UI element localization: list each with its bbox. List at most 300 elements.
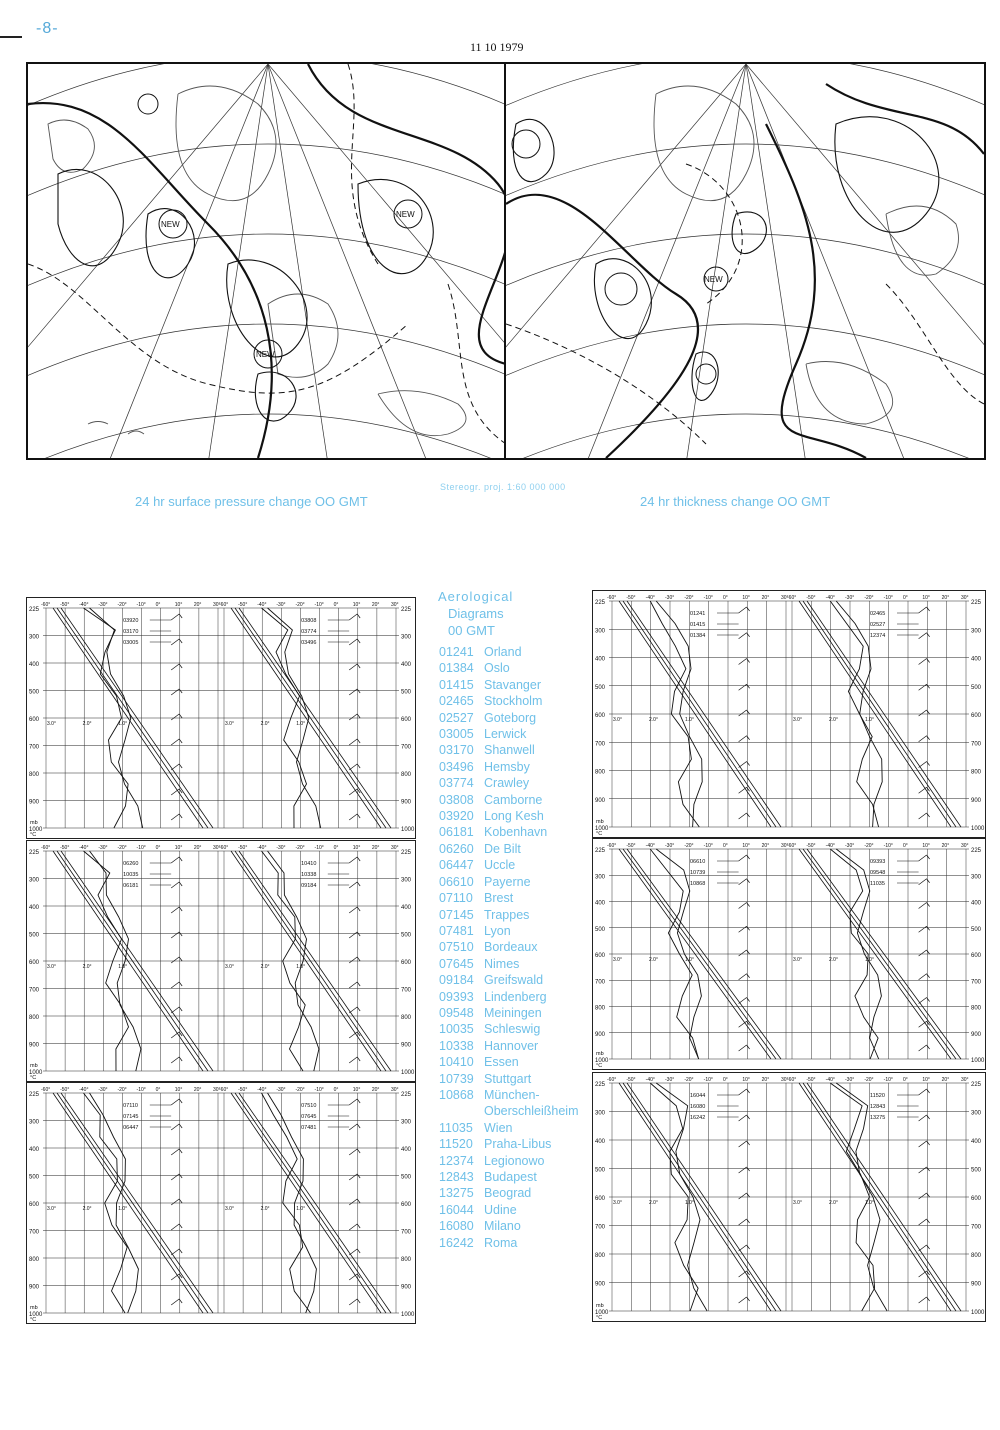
mixing-ratio-label: 3.0° bbox=[47, 721, 56, 727]
axis-mb-label: mb bbox=[30, 1063, 38, 1069]
pressure-level-label: 800 bbox=[595, 769, 606, 776]
station-name: Praha-Libus bbox=[484, 1137, 552, 1152]
station-code: 07481 bbox=[439, 923, 474, 938]
station-name: Roma bbox=[484, 1235, 518, 1250]
temperature-tick-label: -40° bbox=[79, 602, 89, 608]
pressure-level-label: 800 bbox=[29, 772, 40, 778]
temperature-tick-label: 30° bbox=[391, 1087, 399, 1093]
station-name: Nimes bbox=[484, 956, 520, 971]
pressure-level-label: 900 bbox=[971, 797, 982, 804]
pressure-level-label: 1000 bbox=[401, 1070, 415, 1076]
pressure-level-label: 600 bbox=[401, 960, 412, 966]
station-name: Brest bbox=[484, 891, 514, 906]
pressure-level-label: 400 bbox=[401, 1147, 412, 1153]
station-code: 16242 bbox=[439, 1235, 474, 1250]
temperature-tick-label: 0° bbox=[723, 1077, 728, 1083]
station-row bbox=[439, 824, 589, 840]
pressure-level-label: 300 bbox=[971, 628, 982, 635]
pressure-level-label: 1000 bbox=[595, 826, 609, 832]
station-name: Legionowo bbox=[484, 1153, 545, 1168]
aerological-title-line: Diagrams bbox=[448, 606, 504, 621]
pressure-level-label: 900 bbox=[595, 1281, 606, 1288]
temperature-tick-label: -60° bbox=[219, 1087, 229, 1093]
map-graticule bbox=[506, 64, 984, 458]
station-code: 07145 bbox=[439, 907, 474, 922]
temperature-tick-label: -40° bbox=[257, 602, 267, 608]
new-centre-label: NEW bbox=[161, 220, 180, 229]
pressure-level-label: 225 bbox=[971, 1082, 982, 1088]
station-code: 10035 bbox=[439, 1022, 474, 1037]
station-row bbox=[439, 677, 589, 693]
station-row bbox=[439, 841, 589, 857]
temperature-tick-label: -60° bbox=[219, 602, 229, 608]
station-row bbox=[439, 1153, 589, 1169]
station-name: Uccle bbox=[484, 858, 516, 873]
station-name: Budapest bbox=[484, 1170, 537, 1184]
temperature-tick-label: -20° bbox=[295, 602, 305, 608]
pressure-level-label: 1000 bbox=[595, 1058, 609, 1064]
temperature-tick-label: 10° bbox=[352, 845, 361, 851]
temperature-tick-label: -40° bbox=[257, 845, 267, 851]
mixing-ratio-label: 2.0° bbox=[82, 964, 92, 970]
pressure-level-label: 700 bbox=[971, 979, 982, 986]
aerological-diagram-panel bbox=[592, 590, 986, 838]
temperature-tick-label: -60° bbox=[219, 845, 229, 851]
station-code: 09393 bbox=[439, 989, 474, 1004]
pressure-level-label: 300 bbox=[595, 1110, 606, 1117]
station-code: 10868 bbox=[439, 1087, 474, 1102]
pressure-level-label: 700 bbox=[29, 744, 40, 751]
pressure-level-label: 400 bbox=[595, 1139, 606, 1145]
station-code: 07110 bbox=[439, 891, 473, 906]
temperature-tick-label: -50° bbox=[238, 845, 248, 851]
diagram-station-code: 09184 bbox=[301, 883, 317, 889]
pressure-level-label: 300 bbox=[595, 628, 606, 635]
temperature-tick-label: 30° bbox=[781, 1077, 789, 1083]
pressure-level-label: 500 bbox=[595, 684, 606, 691]
temperature-tick-label: -10° bbox=[703, 843, 713, 849]
mixing-ratio-label: 2.0° bbox=[260, 964, 270, 970]
axis-mb-label: mb bbox=[596, 1303, 604, 1309]
temperature-tick-label: 20° bbox=[761, 595, 770, 601]
station-code: 02465 bbox=[439, 694, 474, 709]
pressure-level-label: 225 bbox=[29, 850, 40, 856]
pressure-level-label: 900 bbox=[401, 799, 412, 806]
temperature-tick-label: -40° bbox=[79, 845, 89, 851]
axis-degc-label: °C bbox=[30, 832, 37, 838]
temperature-tick-label: -20° bbox=[864, 843, 874, 849]
mixing-ratio-label: 1.0° bbox=[865, 1200, 874, 1206]
station-name: Crawley bbox=[484, 776, 530, 791]
pressure-level-label: 700 bbox=[595, 741, 606, 748]
station-code: 06610 bbox=[439, 874, 474, 889]
diagram-station-code: 16044 bbox=[690, 1093, 706, 1099]
pressure-level-label: 400 bbox=[971, 656, 982, 663]
station-name: Lyon bbox=[484, 923, 511, 938]
pressure-level-label: 700 bbox=[971, 1224, 982, 1231]
temperature-tick-label: -40° bbox=[645, 595, 655, 601]
mixing-ratio-label: 3.0° bbox=[225, 964, 234, 970]
mixing-ratio-label: 3.0° bbox=[225, 721, 234, 727]
pressure-level-label: 225 bbox=[401, 1092, 412, 1098]
mixing-ratio-label: 2.0° bbox=[82, 1206, 92, 1212]
pressure-level-label: 500 bbox=[971, 1167, 982, 1174]
axis-degc-label: °C bbox=[30, 1075, 37, 1081]
temperature-tick-label: -60° bbox=[41, 845, 51, 851]
temperature-tick-label: -50° bbox=[60, 1087, 70, 1093]
corner-mark bbox=[0, 36, 22, 38]
pressure-level-label: 900 bbox=[595, 1031, 606, 1038]
pressure-level-label: 225 bbox=[595, 600, 606, 606]
diagram-station-code: 09393 bbox=[870, 859, 886, 865]
temperature-tick-label: -30° bbox=[276, 602, 286, 608]
pressure-level-label: 225 bbox=[401, 607, 412, 613]
pressure-level-label: 500 bbox=[971, 926, 982, 933]
temperature-tick-label: 0° bbox=[155, 845, 161, 851]
temperature-tick-label: -20° bbox=[864, 595, 874, 601]
station-name: Stuttgart bbox=[484, 1071, 532, 1086]
station-code: 16044 bbox=[439, 1202, 474, 1217]
temperature-tick-label: -40° bbox=[645, 1077, 655, 1083]
station-row bbox=[439, 1038, 589, 1054]
pressure-level-label: 600 bbox=[401, 717, 412, 723]
station-code: 11035 bbox=[439, 1120, 473, 1135]
pressure-level-label: 900 bbox=[971, 1031, 982, 1038]
station-code: 12374 bbox=[439, 1153, 474, 1168]
pressure-level-label: 900 bbox=[401, 1042, 412, 1049]
temperature-tick-label: 0° bbox=[723, 843, 728, 849]
temperature-tick-label: 30° bbox=[213, 1087, 221, 1093]
temperature-tick-label: 20° bbox=[761, 1077, 770, 1083]
pressure-level-label: 400 bbox=[29, 905, 40, 911]
temperature-tick-label: -50° bbox=[626, 1077, 636, 1083]
temperature-tick-label: -10° bbox=[703, 595, 713, 601]
map-zero-isallobar bbox=[28, 64, 506, 458]
pressure-level-label: 500 bbox=[595, 1167, 606, 1174]
temperature-tick-label: -60° bbox=[607, 595, 617, 601]
temperature-tick-label: 10° bbox=[742, 843, 750, 849]
station-row bbox=[439, 1005, 589, 1021]
pressure-level-label: 400 bbox=[971, 900, 982, 907]
pressure-level-label: 1000 bbox=[29, 827, 43, 833]
temperature-tick-label: 10° bbox=[174, 602, 183, 608]
diagram-station-code: 03496 bbox=[301, 640, 317, 646]
temperature-tick-label: 20° bbox=[761, 843, 770, 849]
pressure-level-label: 500 bbox=[29, 689, 40, 696]
station-code: 09184 bbox=[439, 973, 474, 988]
temperature-tick-label: 10° bbox=[174, 1087, 183, 1093]
temperature-tick-label: 0° bbox=[903, 843, 908, 849]
temperature-tick-label: -50° bbox=[626, 595, 636, 601]
pressure-level-label: 400 bbox=[401, 905, 412, 911]
station-name: Payerne bbox=[484, 874, 531, 889]
page-number: -8- bbox=[36, 20, 59, 37]
temperature-tick-label: 10° bbox=[742, 1077, 750, 1083]
temperature-tick-label: 30° bbox=[213, 602, 221, 608]
diagram-station-code: 07510 bbox=[301, 1103, 317, 1109]
diagram-station-code: 06610 bbox=[690, 859, 706, 865]
axis-degc-label: °C bbox=[596, 831, 603, 837]
diagram-station-code: 07645 bbox=[301, 1114, 317, 1120]
station-code: 01241 bbox=[439, 645, 474, 659]
diagram-station-code: 10868 bbox=[690, 881, 706, 887]
pressure-level-label: 800 bbox=[401, 772, 412, 778]
pressure-level-label: 600 bbox=[29, 717, 40, 723]
station-name: Camborne bbox=[484, 792, 543, 807]
station-row bbox=[439, 907, 589, 923]
temperature-tick-label: 20° bbox=[941, 595, 950, 601]
temperature-tick-label: -40° bbox=[79, 1087, 89, 1093]
station-code: 03920 bbox=[439, 809, 474, 824]
temperature-tick-label: -30° bbox=[845, 843, 855, 849]
temperature-tick-label: -60° bbox=[41, 1087, 51, 1093]
station-name: Bordeaux bbox=[484, 940, 538, 955]
pressure-level-label: 500 bbox=[971, 684, 982, 691]
pressure-level-label: 225 bbox=[29, 1092, 40, 1098]
temperature-tick-label: -50° bbox=[238, 1087, 248, 1093]
pressure-level-label: 800 bbox=[595, 1253, 606, 1259]
temperature-tick-label: -10° bbox=[314, 602, 324, 608]
temperature-tick-label: -60° bbox=[41, 602, 51, 608]
station-code: 03170 bbox=[439, 743, 474, 758]
station-code: 07645 bbox=[439, 956, 474, 971]
axis-degc-label: °C bbox=[596, 1315, 603, 1321]
temperature-tick-label: 30° bbox=[961, 1077, 969, 1083]
pressure-level-label: 1000 bbox=[401, 827, 415, 833]
temperature-tick-label: -10° bbox=[314, 1087, 324, 1093]
diagram-station-code: 03920 bbox=[123, 618, 139, 624]
pressure-level-label: 700 bbox=[595, 1224, 606, 1231]
mixing-ratio-label: 1.0° bbox=[118, 721, 128, 727]
station-row bbox=[439, 890, 589, 906]
diagram-station-code: 12374 bbox=[870, 633, 886, 639]
temperature-tick-label: -50° bbox=[60, 602, 70, 608]
pressure-level-label: 1000 bbox=[29, 1312, 43, 1318]
pressure-level-label: 800 bbox=[401, 1015, 412, 1021]
temperature-tick-label: -60° bbox=[607, 1077, 617, 1083]
mixing-ratio-label: 1.0° bbox=[296, 1206, 306, 1212]
diagram-station-code: 07145 bbox=[123, 1114, 139, 1120]
mixing-ratio-label: 3.0° bbox=[47, 964, 56, 970]
station-row bbox=[439, 775, 589, 791]
temperature-tick-label: -40° bbox=[257, 1087, 267, 1093]
temperature-tick-label: -30° bbox=[845, 595, 855, 601]
temperature-tick-label: -20° bbox=[295, 1087, 305, 1093]
pressure-level-label: 700 bbox=[29, 987, 40, 994]
diagram-station-code: 10739 bbox=[690, 870, 706, 876]
pressure-level-label: 400 bbox=[971, 1139, 982, 1145]
temperature-tick-label: -20° bbox=[117, 845, 127, 851]
station-name: Long Kesh bbox=[484, 809, 544, 824]
station-row bbox=[439, 857, 589, 873]
temperature-tick-label: 10° bbox=[742, 595, 750, 601]
temperature-tick-label: -10° bbox=[883, 595, 893, 601]
mixing-ratio-label: 3.0° bbox=[47, 1206, 56, 1212]
temperature-tick-label: -60° bbox=[607, 843, 617, 849]
axis-degc-label: °C bbox=[596, 1063, 603, 1069]
pressure-level-label: 700 bbox=[401, 744, 412, 751]
pressure-level-label: 500 bbox=[401, 1174, 412, 1181]
pressure-grid bbox=[43, 1093, 399, 1313]
pressure-level-label: 600 bbox=[595, 953, 606, 959]
pressure-level-label: 600 bbox=[971, 1196, 982, 1202]
station-code: 06181 bbox=[439, 825, 474, 840]
station-name: München-Oberschleißheim bbox=[484, 1087, 579, 1119]
pressure-level-label: 225 bbox=[971, 600, 982, 606]
pressure-level-label: 1000 bbox=[401, 1312, 415, 1318]
station-row bbox=[439, 1136, 589, 1152]
temperature-tick-label: -10° bbox=[703, 1077, 713, 1083]
diagram-station-code: 10410 bbox=[301, 861, 317, 867]
mixing-ratio-label: 2.0° bbox=[260, 1206, 270, 1212]
station-code: 03496 bbox=[439, 759, 474, 774]
temperature-tick-label: 10° bbox=[352, 602, 361, 608]
station-code: 12843 bbox=[439, 1170, 474, 1184]
temperature-tick-label: -30° bbox=[276, 1087, 286, 1093]
pressure-level-label: 600 bbox=[971, 953, 982, 959]
aerological-diagram-panel bbox=[26, 1082, 416, 1324]
mixing-ratio-label: 1.0° bbox=[685, 1200, 694, 1206]
axis-degc-label: °C bbox=[30, 1317, 37, 1323]
pressure-level-label: 600 bbox=[971, 713, 982, 719]
mixing-ratio-label: 1.0° bbox=[118, 1206, 128, 1212]
station-name: Essen bbox=[484, 1055, 519, 1070]
station-list bbox=[439, 644, 589, 1251]
station-row bbox=[439, 644, 589, 660]
pressure-level-label: 700 bbox=[29, 1229, 40, 1236]
pressure-level-label: 600 bbox=[29, 1202, 40, 1208]
station-name: Lerwick bbox=[484, 727, 527, 742]
diagram-station-code: 02527 bbox=[870, 622, 886, 628]
map-zero-thickness-line bbox=[506, 84, 984, 458]
temperature-tick-label: -20° bbox=[684, 1077, 694, 1083]
pressure-level-label: 225 bbox=[29, 607, 40, 613]
diagram-station-code: 06181 bbox=[123, 883, 139, 889]
station-row bbox=[439, 759, 589, 775]
pressure-level-label: 600 bbox=[401, 1202, 412, 1208]
temperature-tick-label: 0° bbox=[723, 595, 728, 601]
temperature-tick-label: 30° bbox=[391, 845, 399, 851]
station-name: Wien bbox=[484, 1120, 513, 1135]
station-name: Meiningen bbox=[484, 1005, 542, 1020]
station-row bbox=[439, 1202, 589, 1218]
aerological-title-line: 00 GMT bbox=[448, 623, 495, 638]
surface-pressure-change-map bbox=[26, 62, 508, 460]
temperature-tick-label: -30° bbox=[665, 595, 675, 601]
temperature-tick-label: 0° bbox=[155, 1087, 161, 1093]
pressure-level-label: 400 bbox=[29, 662, 40, 668]
temperature-tick-label: 0° bbox=[155, 602, 161, 608]
temperature-tick-label: -30° bbox=[98, 1087, 108, 1093]
station-name: Stavanger bbox=[484, 677, 541, 692]
diagram-station-code: 11035 bbox=[870, 881, 885, 887]
station-code: 09548 bbox=[439, 1005, 474, 1020]
aerological-diagram-panel bbox=[26, 840, 416, 1082]
station-row bbox=[439, 923, 589, 939]
pressure-level-label: 300 bbox=[401, 1119, 412, 1126]
temperature-tick-label: 30° bbox=[781, 843, 789, 849]
temperature-tick-label: -50° bbox=[60, 845, 70, 851]
station-row bbox=[439, 742, 589, 758]
pressure-level-label: 800 bbox=[29, 1015, 40, 1021]
mixing-ratio-label: 1.0° bbox=[118, 964, 128, 970]
temperature-tick-label: -20° bbox=[864, 1077, 874, 1083]
pressure-level-label: 700 bbox=[595, 979, 606, 986]
mixing-ratio-label: 3.0° bbox=[613, 1200, 622, 1206]
station-name: Orland bbox=[484, 645, 522, 659]
mixing-ratio-label: 2.0° bbox=[829, 957, 838, 963]
temperature-tick-label: 20° bbox=[371, 1087, 380, 1093]
temperature-tick-label: 30° bbox=[781, 595, 789, 601]
station-row bbox=[439, 1218, 589, 1234]
diagram-station-code: 12843 bbox=[870, 1104, 886, 1110]
diagram-station-code: 09548 bbox=[870, 870, 886, 876]
station-row bbox=[439, 710, 589, 726]
temperature-tick-label: -50° bbox=[806, 595, 816, 601]
station-code: 06260 bbox=[439, 841, 474, 856]
pressure-level-label: 300 bbox=[401, 877, 412, 884]
diagram-station-code: 11520 bbox=[870, 1093, 885, 1099]
temperature-tick-label: -60° bbox=[787, 843, 797, 849]
pressure-level-label: 225 bbox=[595, 848, 606, 854]
temperature-tick-label: 10° bbox=[174, 845, 183, 851]
diagram-station-code: 16242 bbox=[690, 1115, 706, 1121]
aerological-diagram-panel bbox=[592, 838, 986, 1070]
station-name: Beograd bbox=[484, 1186, 532, 1201]
station-code: 16080 bbox=[439, 1219, 474, 1234]
mixing-ratio-label: 1.0° bbox=[865, 957, 874, 963]
pressure-level-label: 800 bbox=[401, 1257, 412, 1263]
pressure-level-label: 500 bbox=[29, 932, 40, 939]
temperature-tick-label: 0° bbox=[333, 845, 339, 851]
station-row bbox=[439, 693, 589, 709]
map-date: 11 10 1979 bbox=[470, 40, 524, 54]
station-code: 11520 bbox=[439, 1137, 473, 1152]
temperature-tick-label: 0° bbox=[903, 1077, 908, 1083]
pressure-level-label: 600 bbox=[29, 960, 40, 966]
axis-mb-label: mb bbox=[30, 1305, 38, 1311]
mixing-ratio-label: 2.0° bbox=[82, 721, 92, 727]
projection-caption: Stereogr. proj. 1:60 000 000 bbox=[440, 482, 566, 492]
temperature-tick-label: 10° bbox=[922, 595, 930, 601]
station-row bbox=[439, 1054, 589, 1070]
pressure-level-label: 225 bbox=[971, 848, 982, 854]
map-dashed-isallobars bbox=[28, 64, 506, 444]
temperature-tick-label: -40° bbox=[825, 595, 835, 601]
map-graticule bbox=[28, 64, 506, 458]
mixing-ratio-label: 3.0° bbox=[793, 957, 802, 963]
pressure-level-label: 300 bbox=[401, 634, 412, 641]
aerological-title-line: Aerological bbox=[438, 589, 514, 604]
diagram-station-code: 07110 bbox=[123, 1103, 138, 1109]
mixing-ratio-label: 3.0° bbox=[613, 957, 622, 963]
pressure-level-label: 500 bbox=[595, 926, 606, 933]
diagram-station-code: 03774 bbox=[301, 629, 317, 635]
temperature-tick-label: -10° bbox=[136, 1087, 146, 1093]
mixing-ratio-label: 3.0° bbox=[793, 717, 802, 723]
station-row bbox=[439, 939, 589, 955]
station-code: 03005 bbox=[439, 727, 474, 742]
station-code: 10410 bbox=[439, 1055, 474, 1070]
pressure-level-label: 700 bbox=[971, 741, 982, 748]
thickness-change-map bbox=[504, 62, 986, 460]
aerological-diagram-panel bbox=[26, 597, 416, 839]
pressure-level-label: 300 bbox=[29, 877, 40, 884]
temperature-tick-label: 10° bbox=[922, 1077, 930, 1083]
pressure-level-label: 400 bbox=[595, 900, 606, 907]
pressure-level-label: 400 bbox=[401, 662, 412, 668]
pressure-level-label: 225 bbox=[595, 1082, 606, 1088]
